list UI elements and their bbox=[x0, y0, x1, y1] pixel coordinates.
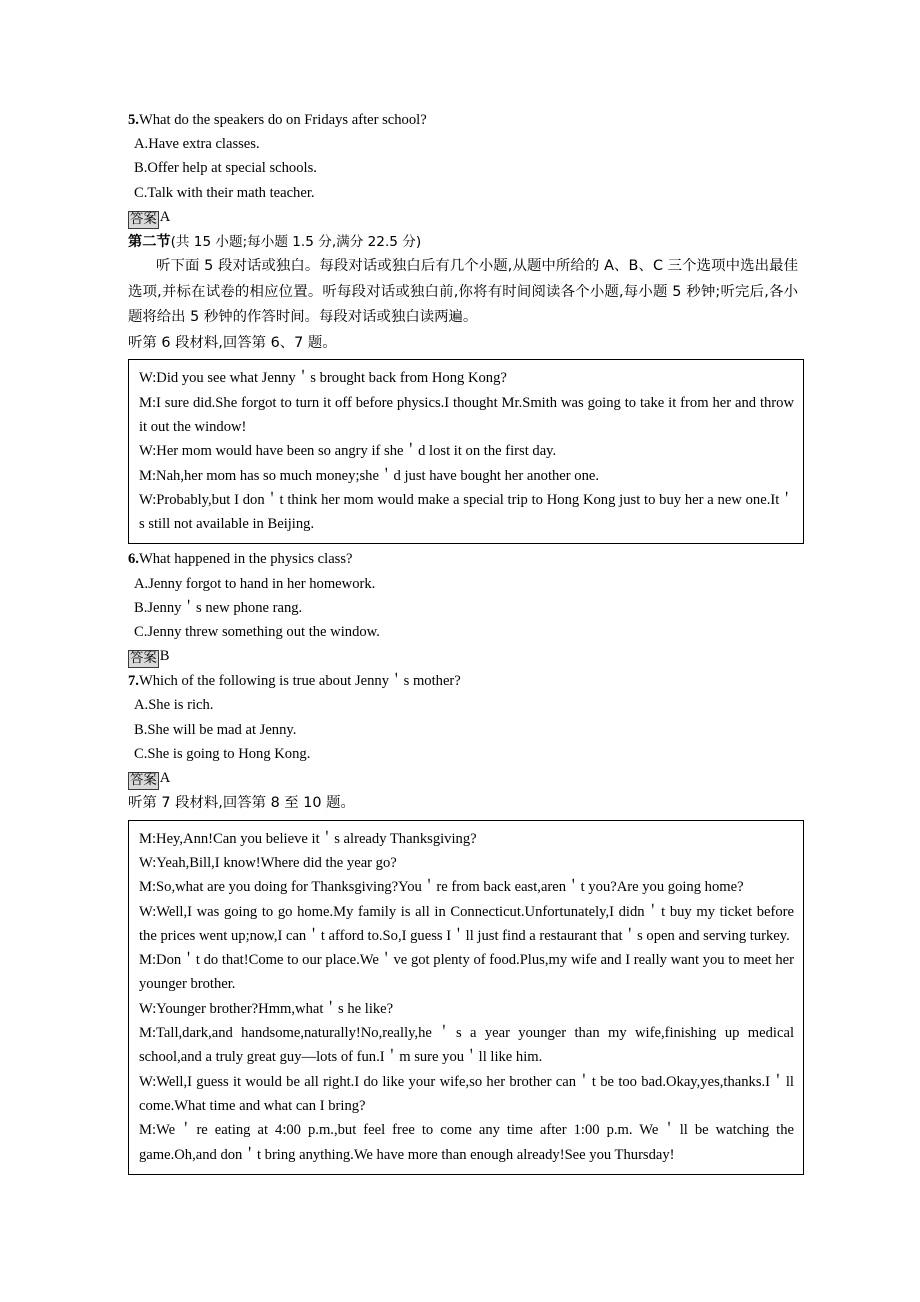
dialogue-line: M:So,what are you doing for Thanksgiving?You＇re from back east,aren＇t you?Are you going home? bbox=[139, 879, 744, 896]
question-6-answer bbox=[128, 645, 798, 668]
answer-badge: 答案 bbox=[130, 773, 157, 789]
material-7-heading: 听第 7 段材料,回答第 8 至 10 题。 bbox=[128, 795, 355, 812]
dialogue-line: W:Yeah,Bill,I know!Where did the year go? bbox=[139, 854, 397, 871]
question-5-option-b[interactable]: B.Offer help at special schools. bbox=[134, 160, 317, 177]
dialogue-line: M:Nah,her mom has so much money;she＇d just have bought her another one. bbox=[139, 467, 600, 484]
answer-value: A bbox=[159, 770, 171, 787]
question-5-text: What do the speakers do on Fridays after school? bbox=[138, 112, 427, 128]
section-two-detail: (共 15 小题;每小题 1.5 分,满分 22.5 分) bbox=[170, 233, 422, 250]
dialogue-box-6 bbox=[128, 359, 804, 544]
question-7-option-b[interactable]: B.She will be mad at Jenny. bbox=[134, 721, 297, 738]
dialogue-line: M:Tall,dark,and handsome,naturally!No,really,he＇s a year younger than my wife,finishing up medical school,and a truly great guy—lots of fun.I＇m sure you＇ll like him. bbox=[139, 1025, 794, 1066]
question-7-number: 7. bbox=[128, 673, 139, 690]
dialogue-line: W:Well,I guess it would be all right.I do like your wife,so her brother can＇t be too bad.Okay,yes,thanks.I＇ll come.What time and what can I bring? bbox=[139, 1073, 794, 1114]
dialogue-box-7 bbox=[128, 820, 804, 1175]
section-two-title: 第二节 bbox=[128, 233, 171, 250]
question-7-stem bbox=[128, 669, 798, 693]
question-5-number: 5. bbox=[128, 112, 139, 128]
material-6-heading: 听第 6 段材料,回答第 6、7 题。 bbox=[128, 334, 337, 351]
question-7-answer bbox=[128, 767, 798, 790]
dialogue-line: M:We＇re eating at 4:00 p.m.,but feel free to come any time after 1:00 p.m. We＇ll be watching the game.Oh,and don＇t bring anything.We have more than enough already!See you Thursday! bbox=[139, 1122, 794, 1163]
section-two-instruction: 听下面 5 段对话或独白。每段对话或独白后有几个小题,从题中所给的 A、B、C 三个选项中选出最佳选项,并标在试卷的相应位置。听每段对话或独白前,你将有时间阅读各个小题,每小题 5 秒钟;听完后,各小题将给出 5 秒钟的作答时间。每段对话或独白读两遍。 bbox=[128, 258, 798, 326]
question-6-stem bbox=[128, 547, 798, 571]
question-6-option-a[interactable]: A.Jenny forgot to hand in her homework. bbox=[134, 575, 376, 592]
answer-badge: 答案 bbox=[130, 211, 157, 227]
question-5-option-c[interactable]: C.Talk with their math teacher. bbox=[134, 184, 315, 201]
question-5-option-a[interactable]: A.Have extra classes. bbox=[134, 136, 260, 153]
dialogue-line: M:I sure did.She forgot to turn it off before physics.I thought Mr.Smith was going to take it from her and throw it out the window! bbox=[139, 394, 794, 435]
dialogue-line: M:Don＇t do that!Come to our place.We＇ve got plenty of food.Plus,my wife and I really want you to meet her younger brother. bbox=[139, 952, 794, 993]
dialogue-line: M:Hey,Ann!Can you believe it＇s already Thanksgiving? bbox=[139, 830, 477, 847]
answer-value: B bbox=[159, 648, 170, 665]
dialogue-line: W:Younger brother?Hmm,what＇s he like? bbox=[139, 1000, 394, 1017]
question-6-text: What happened in the physics class? bbox=[138, 551, 353, 568]
answer-value: A bbox=[159, 208, 171, 225]
question-6-number: 6. bbox=[128, 551, 139, 568]
section-two-heading bbox=[128, 230, 798, 254]
question-5-stem bbox=[128, 108, 798, 132]
question-5-answer bbox=[128, 206, 798, 229]
question-6-option-c[interactable]: C.Jenny threw something out the window. bbox=[134, 624, 380, 641]
dialogue-line: W:Probably,but I don＇t think her mom would make a special trip to Hong Kong just to buy her a new one.It＇s still not available in Beijing. bbox=[139, 491, 794, 533]
dialogue-line: W:Did you see what Jenny＇s brought back from Hong Kong? bbox=[139, 370, 507, 387]
dialogue-line: W:Well,I was going to go home.My family is all in Connecticut.Unfortunately,I didn＇t buy my ticket before the prices went up;now,I can＇t afford to.So,I guess I＇ll just find a restaurant that＇s open and serving turkey. bbox=[139, 903, 794, 944]
question-7-option-a[interactable]: A.She is rich. bbox=[134, 697, 214, 714]
question-6-option-b[interactable]: B.Jenny＇s new phone rang. bbox=[134, 599, 303, 616]
dialogue-line: W:Her mom would have been so angry if she＇d lost it on the first day. bbox=[139, 443, 557, 460]
question-7-option-c[interactable]: C.She is going to Hong Kong. bbox=[134, 745, 311, 762]
question-7-text: Which of the following is true about Jenny＇s mother? bbox=[138, 673, 461, 690]
answer-badge: 答案 bbox=[130, 651, 157, 667]
